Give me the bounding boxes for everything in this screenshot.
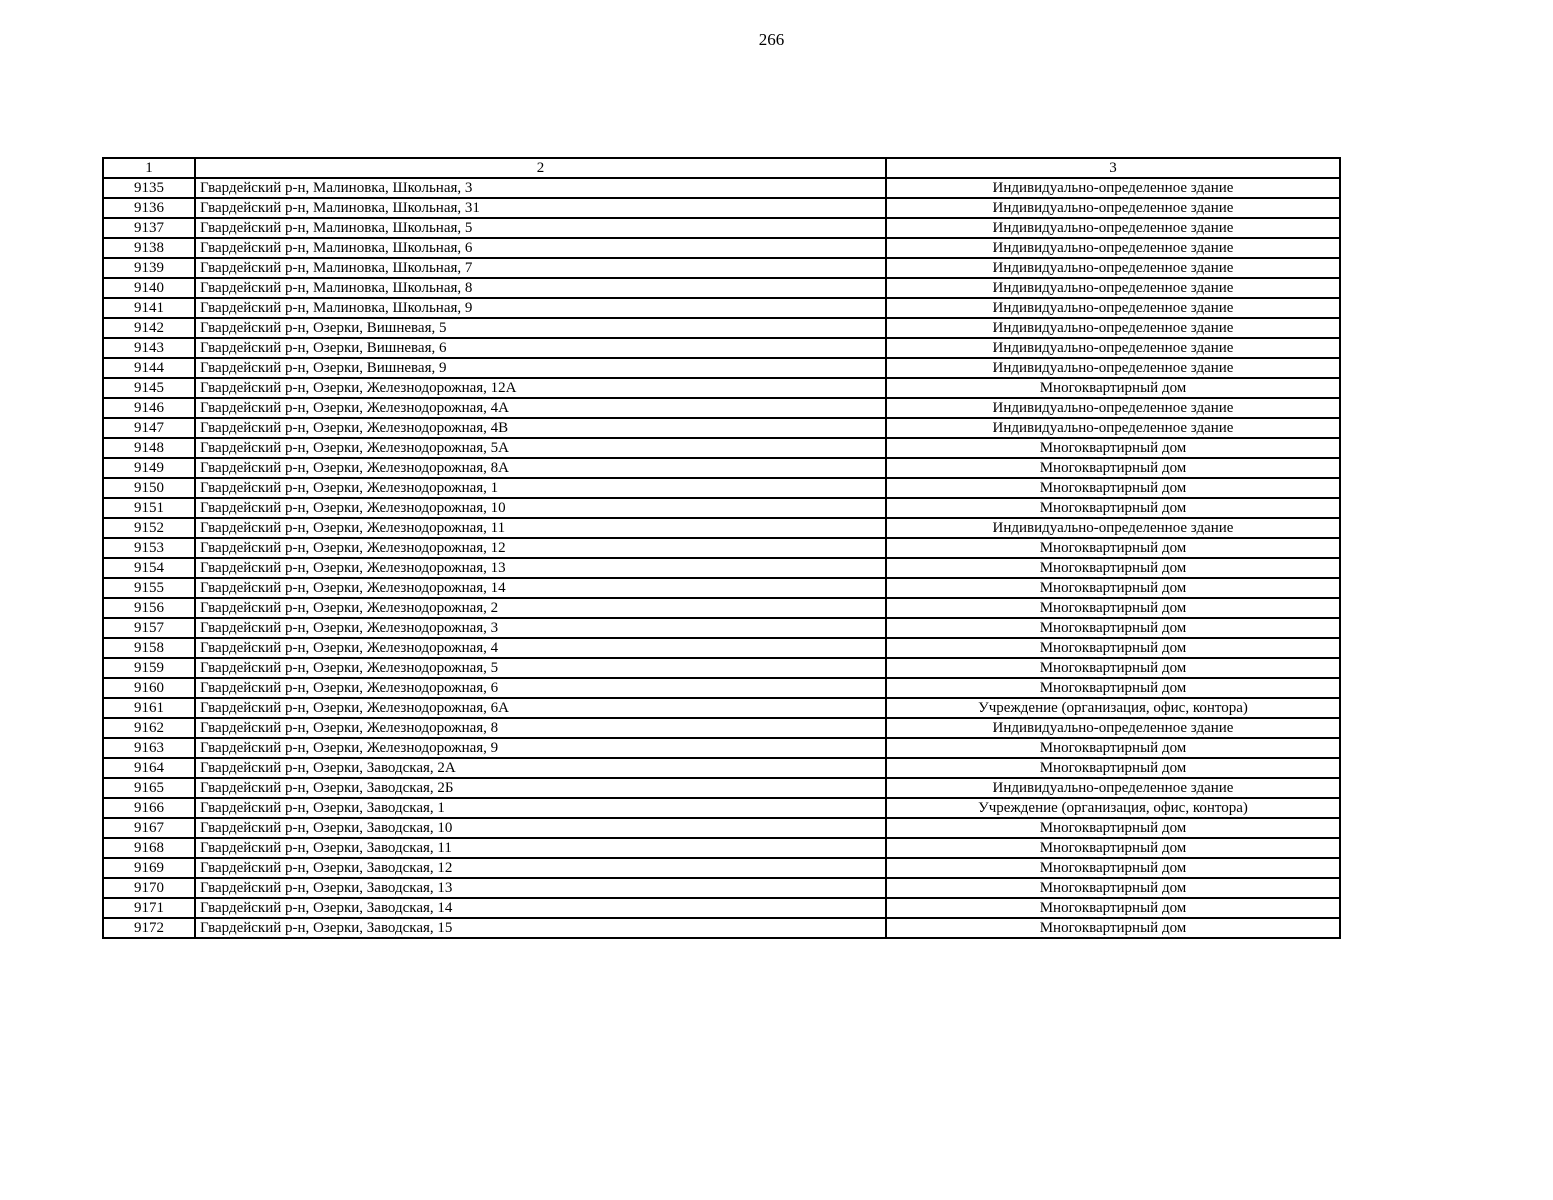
row-type-cell: Индивидуально-определенное здание — [886, 338, 1340, 358]
row-type-cell: Многоквартирный дом — [886, 458, 1340, 478]
row-number-cell: 9143 — [103, 338, 195, 358]
table-row — [103, 238, 1340, 258]
row-number-cell: 9145 — [103, 378, 195, 398]
table-row — [103, 898, 1340, 918]
row-type-cell: Многоквартирный дом — [886, 478, 1340, 498]
row-type-cell: Индивидуально-определенное здание — [886, 178, 1340, 198]
row-address-cell: Гвардейский р-н, Озерки, Железнодорожная, 2 — [195, 598, 886, 618]
row-address-cell: Гвардейский р-н, Малиновка, Школьная, 9 — [195, 298, 886, 318]
table-row — [103, 378, 1340, 398]
row-type-cell: Индивидуально-определенное здание — [886, 778, 1340, 798]
row-address-cell: Гвардейский р-н, Малиновка, Школьная, 7 — [195, 258, 886, 278]
row-type-cell: Многоквартирный дом — [886, 898, 1340, 918]
table-row — [103, 878, 1340, 898]
row-number-cell: 9162 — [103, 718, 195, 738]
row-type-cell: Многоквартирный дом — [886, 678, 1340, 698]
table-row — [103, 358, 1340, 378]
table-row — [103, 418, 1340, 438]
table-row — [103, 338, 1340, 358]
table-row — [103, 178, 1340, 198]
row-address-cell: Гвардейский р-н, Озерки, Заводская, 13 — [195, 878, 886, 898]
row-number-cell: 9159 — [103, 658, 195, 678]
row-type-cell: Учреждение (организация, офис, контора) — [886, 698, 1340, 718]
row-address-cell: Гвардейский р-н, Озерки, Железнодорожная, 1 — [195, 478, 886, 498]
row-type-cell: Индивидуально-определенное здание — [886, 198, 1340, 218]
row-address-cell: Гвардейский р-н, Озерки, Железнодорожная, 6А — [195, 698, 886, 718]
table-row — [103, 458, 1340, 478]
header-cell-address: 2 — [195, 158, 886, 178]
row-address-cell: Гвардейский р-н, Озерки, Железнодорожная, 13 — [195, 558, 886, 578]
row-type-cell: Многоквартирный дом — [886, 558, 1340, 578]
row-number-cell: 9164 — [103, 758, 195, 778]
table-row — [103, 498, 1340, 518]
table-row — [103, 538, 1340, 558]
row-number-cell: 9146 — [103, 398, 195, 418]
table-row — [103, 398, 1340, 418]
row-address-cell: Гвардейский р-н, Озерки, Железнодорожная, 14 — [195, 578, 886, 598]
row-number-cell: 9144 — [103, 358, 195, 378]
row-number-cell: 9171 — [103, 898, 195, 918]
row-number-cell: 9169 — [103, 858, 195, 878]
row-number-cell: 9166 — [103, 798, 195, 818]
table-row — [103, 798, 1340, 818]
page-number: 266 — [758, 30, 785, 49]
row-address-cell: Гвардейский р-н, Озерки, Вишневая, 5 — [195, 318, 886, 338]
row-type-cell: Индивидуально-определенное здание — [886, 518, 1340, 538]
row-type-cell: Многоквартирный дом — [886, 638, 1340, 658]
row-address-cell: Гвардейский р-н, Озерки, Железнодорожная, 6 — [195, 678, 886, 698]
row-number-cell: 9167 — [103, 818, 195, 838]
row-address-cell: Гвардейский р-н, Озерки, Вишневая, 9 — [195, 358, 886, 378]
row-address-cell: Гвардейский р-н, Озерки, Железнодорожная, 4А — [195, 398, 886, 418]
row-number-cell: 9165 — [103, 778, 195, 798]
row-address-cell: Гвардейский р-н, Озерки, Железнодорожная, 3 — [195, 618, 886, 638]
table-row — [103, 198, 1340, 218]
header-cell-number: 1 — [103, 158, 195, 178]
header-cell-type: 3 — [886, 158, 1340, 178]
table-header-row — [103, 158, 1340, 178]
row-number-cell: 9136 — [103, 198, 195, 218]
table-row — [103, 858, 1340, 878]
row-type-cell: Индивидуально-определенное здание — [886, 218, 1340, 238]
row-number-cell: 9172 — [103, 918, 195, 938]
table-row — [103, 478, 1340, 498]
row-address-cell: Гвардейский р-н, Озерки, Железнодорожная, 8А — [195, 458, 886, 478]
row-type-cell: Индивидуально-определенное здание — [886, 278, 1340, 298]
table-row — [103, 438, 1340, 458]
row-type-cell: Многоквартирный дом — [886, 918, 1340, 938]
row-number-cell: 9137 — [103, 218, 195, 238]
table-row — [103, 918, 1340, 938]
row-address-cell: Гвардейский р-н, Озерки, Железнодорожная, 8 — [195, 718, 886, 738]
table-row — [103, 278, 1340, 298]
row-number-cell: 9150 — [103, 478, 195, 498]
row-number-cell: 9155 — [103, 578, 195, 598]
row-address-cell: Гвардейский р-н, Озерки, Железнодорожная, 12А — [195, 378, 886, 398]
row-number-cell: 9139 — [103, 258, 195, 278]
row-number-cell: 9170 — [103, 878, 195, 898]
row-type-cell: Индивидуально-определенное здание — [886, 718, 1340, 738]
table-row — [103, 718, 1340, 738]
row-address-cell: Гвардейский р-н, Малиновка, Школьная, 6 — [195, 238, 886, 258]
row-type-cell: Многоквартирный дом — [886, 878, 1340, 898]
row-type-cell: Индивидуально-определенное здание — [886, 258, 1340, 278]
row-address-cell: Гвардейский р-н, Озерки, Железнодорожная, 12 — [195, 538, 886, 558]
row-address-cell: Гвардейский р-н, Озерки, Заводская, 12 — [195, 858, 886, 878]
row-type-cell: Индивидуально-определенное здание — [886, 318, 1340, 338]
table-row — [103, 778, 1340, 798]
table-row — [103, 678, 1340, 698]
row-address-cell: Гвардейский р-н, Озерки, Заводская, 10 — [195, 818, 886, 838]
table-row — [103, 598, 1340, 618]
row-address-cell: Гвардейский р-н, Озерки, Заводская, 2Б — [195, 778, 886, 798]
row-type-cell: Индивидуально-определенное здание — [886, 398, 1340, 418]
row-type-cell: Учреждение (организация, офис, контора) — [886, 798, 1340, 818]
table-row — [103, 578, 1340, 598]
table-row — [103, 558, 1340, 578]
table-row — [103, 618, 1340, 638]
row-type-cell: Многоквартирный дом — [886, 838, 1340, 858]
row-type-cell: Многоквартирный дом — [886, 498, 1340, 518]
table-row — [103, 658, 1340, 678]
row-address-cell: Гвардейский р-н, Озерки, Железнодорожная, 9 — [195, 738, 886, 758]
row-type-cell: Многоквартирный дом — [886, 538, 1340, 558]
row-address-cell: Гвардейский р-н, Озерки, Заводская, 14 — [195, 898, 886, 918]
row-number-cell: 9161 — [103, 698, 195, 718]
table-row — [103, 258, 1340, 278]
row-number-cell: 9142 — [103, 318, 195, 338]
row-number-cell: 9135 — [103, 178, 195, 198]
row-number-cell: 9147 — [103, 418, 195, 438]
row-number-cell: 9149 — [103, 458, 195, 478]
row-type-cell: Индивидуально-определенное здание — [886, 358, 1340, 378]
row-address-cell: Гвардейский р-н, Озерки, Железнодорожная, 5А — [195, 438, 886, 458]
row-type-cell: Многоквартирный дом — [886, 858, 1340, 878]
table-row — [103, 318, 1340, 338]
row-number-cell: 9154 — [103, 558, 195, 578]
row-address-cell: Гвардейский р-н, Озерки, Заводская, 15 — [195, 918, 886, 938]
table-row — [103, 298, 1340, 318]
row-number-cell: 9153 — [103, 538, 195, 558]
row-type-cell: Индивидуально-определенное здание — [886, 418, 1340, 438]
row-address-cell: Гвардейский р-н, Озерки, Железнодорожная, 4В — [195, 418, 886, 438]
row-number-cell: 9156 — [103, 598, 195, 618]
table-row — [103, 518, 1340, 538]
row-address-cell: Гвардейский р-н, Озерки, Вишневая, 6 — [195, 338, 886, 358]
row-type-cell: Многоквартирный дом — [886, 758, 1340, 778]
row-address-cell: Гвардейский р-н, Озерки, Железнодорожная, 5 — [195, 658, 886, 678]
row-number-cell: 9140 — [103, 278, 195, 298]
row-number-cell: 9141 — [103, 298, 195, 318]
row-address-cell: Гвардейский р-н, Малиновка, Школьная, 31 — [195, 198, 886, 218]
row-type-cell: Многоквартирный дом — [886, 738, 1340, 758]
row-number-cell: 9163 — [103, 738, 195, 758]
row-type-cell: Многоквартирный дом — [886, 598, 1340, 618]
row-address-cell: Гвардейский р-н, Малиновка, Школьная, 3 — [195, 178, 886, 198]
table-row — [103, 698, 1340, 718]
row-address-cell: Гвардейский р-н, Озерки, Заводская, 2А — [195, 758, 886, 778]
table-row — [103, 838, 1340, 858]
table-row — [103, 758, 1340, 778]
row-number-cell: 9160 — [103, 678, 195, 698]
row-type-cell: Многоквартирный дом — [886, 618, 1340, 638]
row-type-cell: Многоквартирный дом — [886, 818, 1340, 838]
table-row — [103, 818, 1340, 838]
row-address-cell: Гвардейский р-н, Озерки, Заводская, 1 — [195, 798, 886, 818]
table-row — [103, 638, 1340, 658]
row-type-cell: Индивидуально-определенное здание — [886, 298, 1340, 318]
row-number-cell: 9168 — [103, 838, 195, 858]
row-number-cell: 9152 — [103, 518, 195, 538]
row-number-cell: 9157 — [103, 618, 195, 638]
row-type-cell: Индивидуально-определенное здание — [886, 238, 1340, 258]
property-table — [102, 157, 1341, 939]
row-number-cell: 9158 — [103, 638, 195, 658]
row-address-cell: Гвардейский р-н, Озерки, Железнодорожная, 11 — [195, 518, 886, 538]
table-row — [103, 218, 1340, 238]
table-body — [103, 178, 1340, 938]
table-row — [103, 738, 1340, 758]
row-address-cell: Гвардейский р-н, Малиновка, Школьная, 8 — [195, 278, 886, 298]
row-type-cell: Многоквартирный дом — [886, 578, 1340, 598]
row-address-cell: Гвардейский р-н, Малиновка, Школьная, 5 — [195, 218, 886, 238]
row-address-cell: Гвардейский р-н, Озерки, Железнодорожная, 10 — [195, 498, 886, 518]
row-address-cell: Гвардейский р-н, Озерки, Железнодорожная, 4 — [195, 638, 886, 658]
row-number-cell: 9151 — [103, 498, 195, 518]
row-type-cell: Многоквартирный дом — [886, 438, 1340, 458]
row-type-cell: Многоквартирный дом — [886, 658, 1340, 678]
row-number-cell: 9138 — [103, 238, 195, 258]
row-address-cell: Гвардейский р-н, Озерки, Заводская, 11 — [195, 838, 886, 858]
row-type-cell: Многоквартирный дом — [886, 378, 1340, 398]
row-number-cell: 9148 — [103, 438, 195, 458]
